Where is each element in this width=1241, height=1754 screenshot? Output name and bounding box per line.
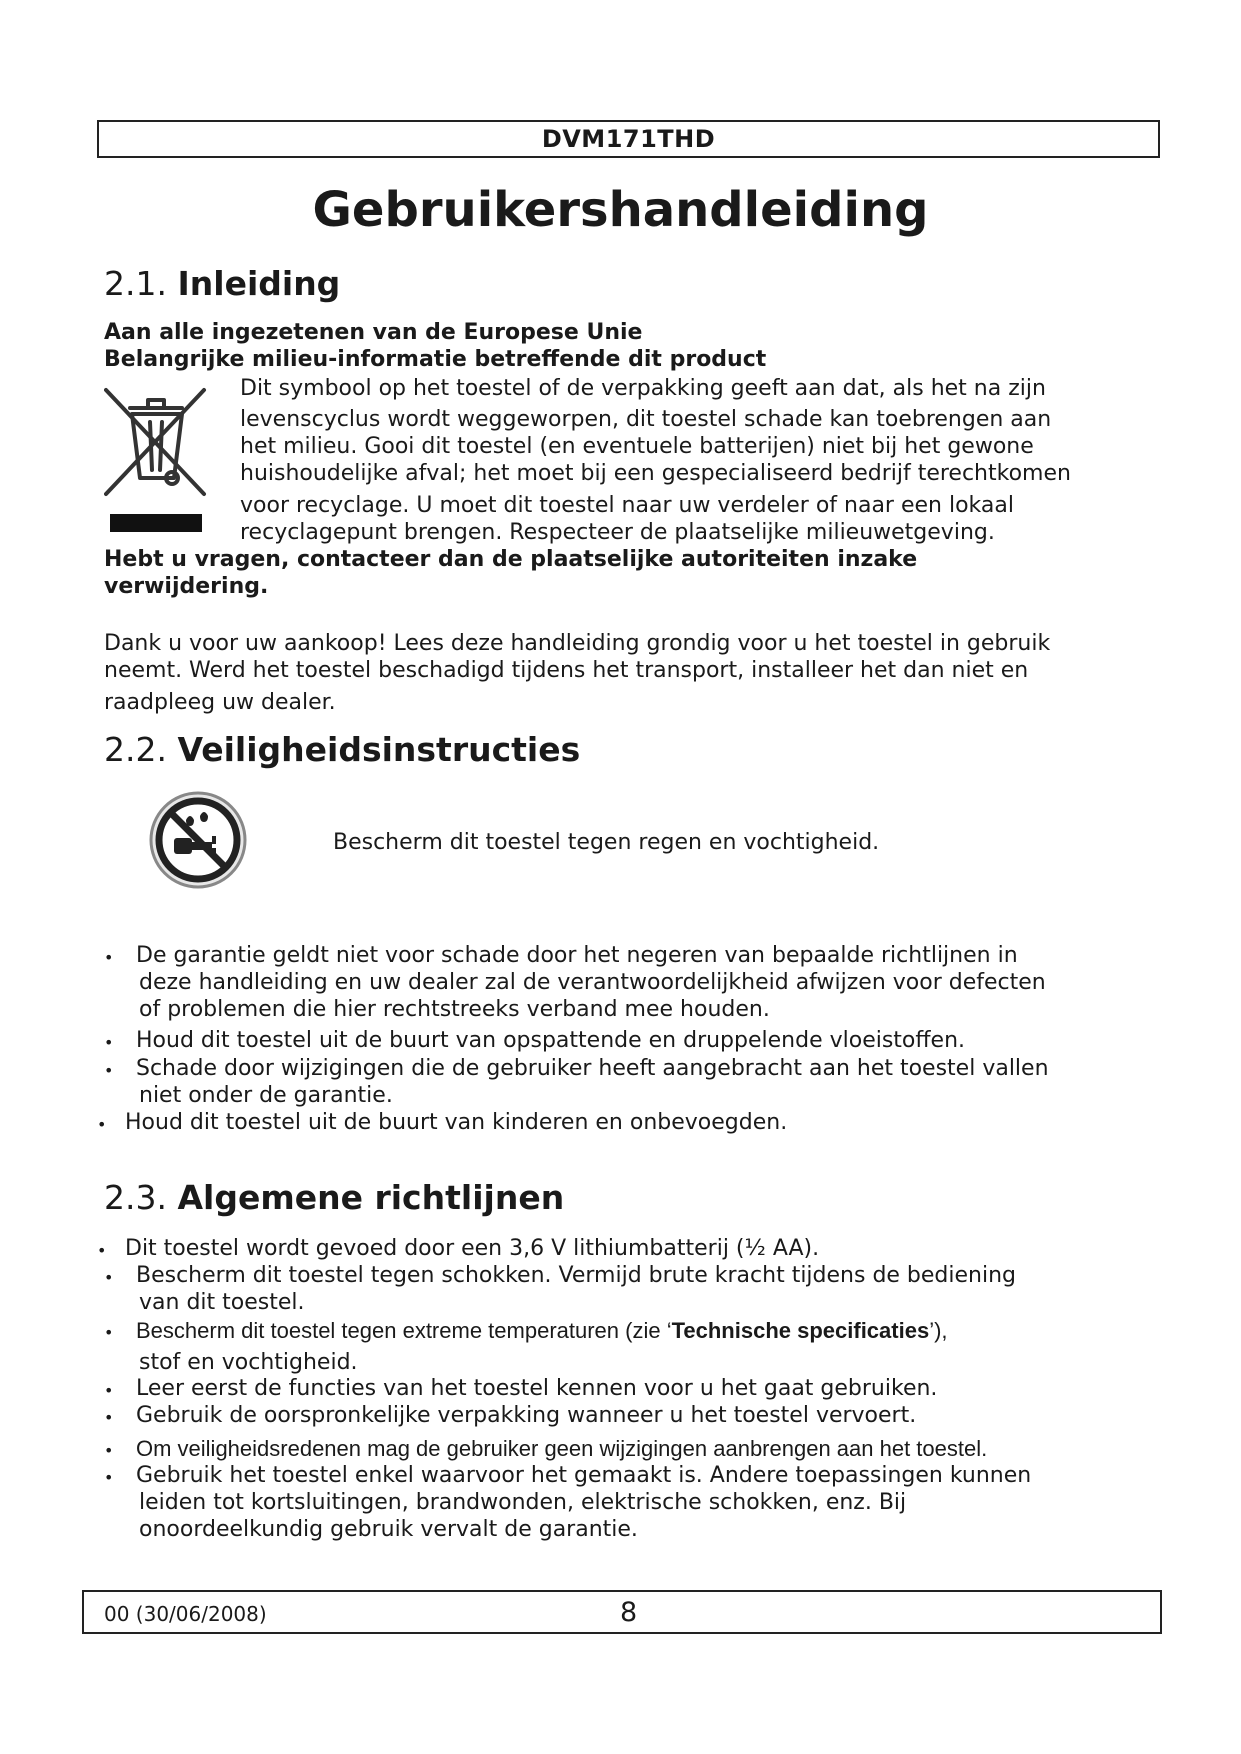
document-title: Gebruikershandleiding	[312, 182, 929, 238]
general-bullet-7-line-3: onoordeelkundig gebruik vervalt de garantie.	[139, 1517, 638, 1542]
questions-line-2: verwijdering.	[104, 574, 269, 599]
bullet-marker: •	[97, 1115, 107, 1134]
general-bullet-2-line-2: van dit toestel.	[139, 1290, 305, 1315]
general-bullet-6: Om veiligheidsredenen mag de gebruiker geen wijzigingen aanbrengen aan het toestel.	[136, 1436, 988, 1461]
model-number: DVM171THD	[541, 125, 716, 153]
section-heading-algemeen: 2.3. Algemene richtlijnen	[104, 1178, 565, 1217]
safety-bullet-1-line-2: deze handleiding en uw dealer zal de verantwoordelijkheid afwijzen voor defecten	[139, 970, 1046, 995]
safety-bullet-1-line-1: De garantie geldt niet voor schade door het negeren van bepaalde richtlijnen in	[136, 943, 1018, 968]
environment-info-heading: Belangrijke milieu-informatie betreffende dit product	[104, 347, 767, 372]
section-heading-veiligheid: 2.2. Veiligheidsinstructies	[104, 730, 581, 769]
weee-bin-icon	[104, 386, 208, 536]
general-bullet-7-line-1: Gebruik het toestel enkel waarvoor het gemaakt is. Andere toepassingen kunnen	[136, 1463, 1032, 1488]
bullet-marker: •	[104, 1061, 114, 1080]
general-bullet-1: Dit toestel wordt gevoed door een 3,6 V lithiumbatterij (½ AA).	[125, 1236, 820, 1261]
thanks-line-2: neemt. Werd het toestel beschadigd tijdens het transport, installeer het dan niet en	[104, 658, 1029, 683]
bullet-marker: •	[104, 1381, 114, 1400]
weee-text-line-3: het milieu. Gooi dit toestel (en eventuele batterijen) niet bij het gewone	[240, 434, 1034, 459]
general-bullet-4: Leer eerst de functies van het toestel kennen voor u het gaat gebruiken.	[136, 1376, 938, 1401]
no-moisture-icon	[148, 790, 248, 890]
bullet-marker: •	[104, 1441, 114, 1460]
safety-bullet-3-line-1: Schade door wijzigingen die de gebruiker heeft aangebracht aan het toestel vallen	[136, 1056, 1049, 1081]
bullet-marker: •	[104, 1268, 114, 1287]
page-number: 8	[620, 1597, 638, 1628]
safety-bullet-4: Houd dit toestel uit de buurt van kinderen en onbevoegden.	[125, 1110, 788, 1135]
weee-text-line-6: recyclagepunt brengen. Respecteer de plaatselijke milieuwetgeving.	[240, 520, 995, 545]
safety-bullet-2: Houd dit toestel uit de buurt van opspattende en druppelende vloeistoffen.	[136, 1028, 966, 1053]
general-bullet-7-line-2: leiden tot kortsluitingen, brandwonden, elektrische schokken, enz. Bij	[139, 1490, 907, 1515]
weee-text-line-1: Dit symbool op het toestel of de verpakking geeft aan dat, als het na zijn	[240, 376, 1046, 401]
header-model-box	[97, 120, 1160, 158]
bullet-marker: •	[104, 1323, 114, 1342]
safety-bullet-1-line-3: of problemen die hier rechtstreeks verband mee houden.	[139, 997, 770, 1022]
general-bullet-3-line-1: Bescherm dit toestel tegen extreme temperaturen (zie ‘Technische specificaties’),	[136, 1318, 948, 1343]
bullet-marker: •	[104, 1408, 114, 1427]
safety-bullet-3-line-2: niet onder de garantie.	[139, 1083, 393, 1108]
bullet-marker: •	[97, 1241, 107, 1260]
section-heading-inleiding: 2.1. Inleiding	[104, 264, 341, 303]
weee-text-line-2: levenscyclus wordt weggeworpen, dit toestel schade kan toebrengen aan	[240, 407, 1052, 432]
general-bullet-5: Gebruik de oorspronkelijke verpakking wanneer u het toestel vervoert.	[136, 1403, 917, 1428]
general-bullet-2-line-1: Bescherm dit toestel tegen schokken. Vermijd brute kracht tijdens de bediening	[136, 1263, 1017, 1288]
moisture-caption: Bescherm dit toestel tegen regen en vochtigheid.	[333, 830, 880, 855]
tech-spec-reference: Technische specificaties	[671, 1318, 930, 1343]
general-bullet-3-line-2: stof en vochtigheid.	[139, 1350, 358, 1375]
footer-revision: 00 (30/06/2008)	[104, 1602, 267, 1626]
bullet-marker: •	[104, 948, 114, 967]
eu-residents-heading: Aan alle ingezetenen van de Europese Unie	[104, 320, 643, 345]
thanks-line-3: raadpleeg uw dealer.	[104, 690, 336, 715]
bullet-marker: •	[104, 1033, 114, 1052]
bullet-marker: •	[104, 1468, 114, 1487]
thanks-line-1: Dank u voor uw aankoop! Lees deze handleiding grondig voor u het toestel in gebruik	[104, 631, 1051, 656]
weee-text-line-5: voor recyclage. U moet dit toestel naar uw verdeler of naar een lokaal	[240, 493, 1014, 518]
weee-text-line-4: huishoudelijke afval; het moet bij een gespecialiseerd bedrijf terechtkomen	[240, 461, 1071, 486]
questions-line-1: Hebt u vragen, contacteer dan de plaatselijke autoriteiten inzake	[104, 547, 918, 572]
